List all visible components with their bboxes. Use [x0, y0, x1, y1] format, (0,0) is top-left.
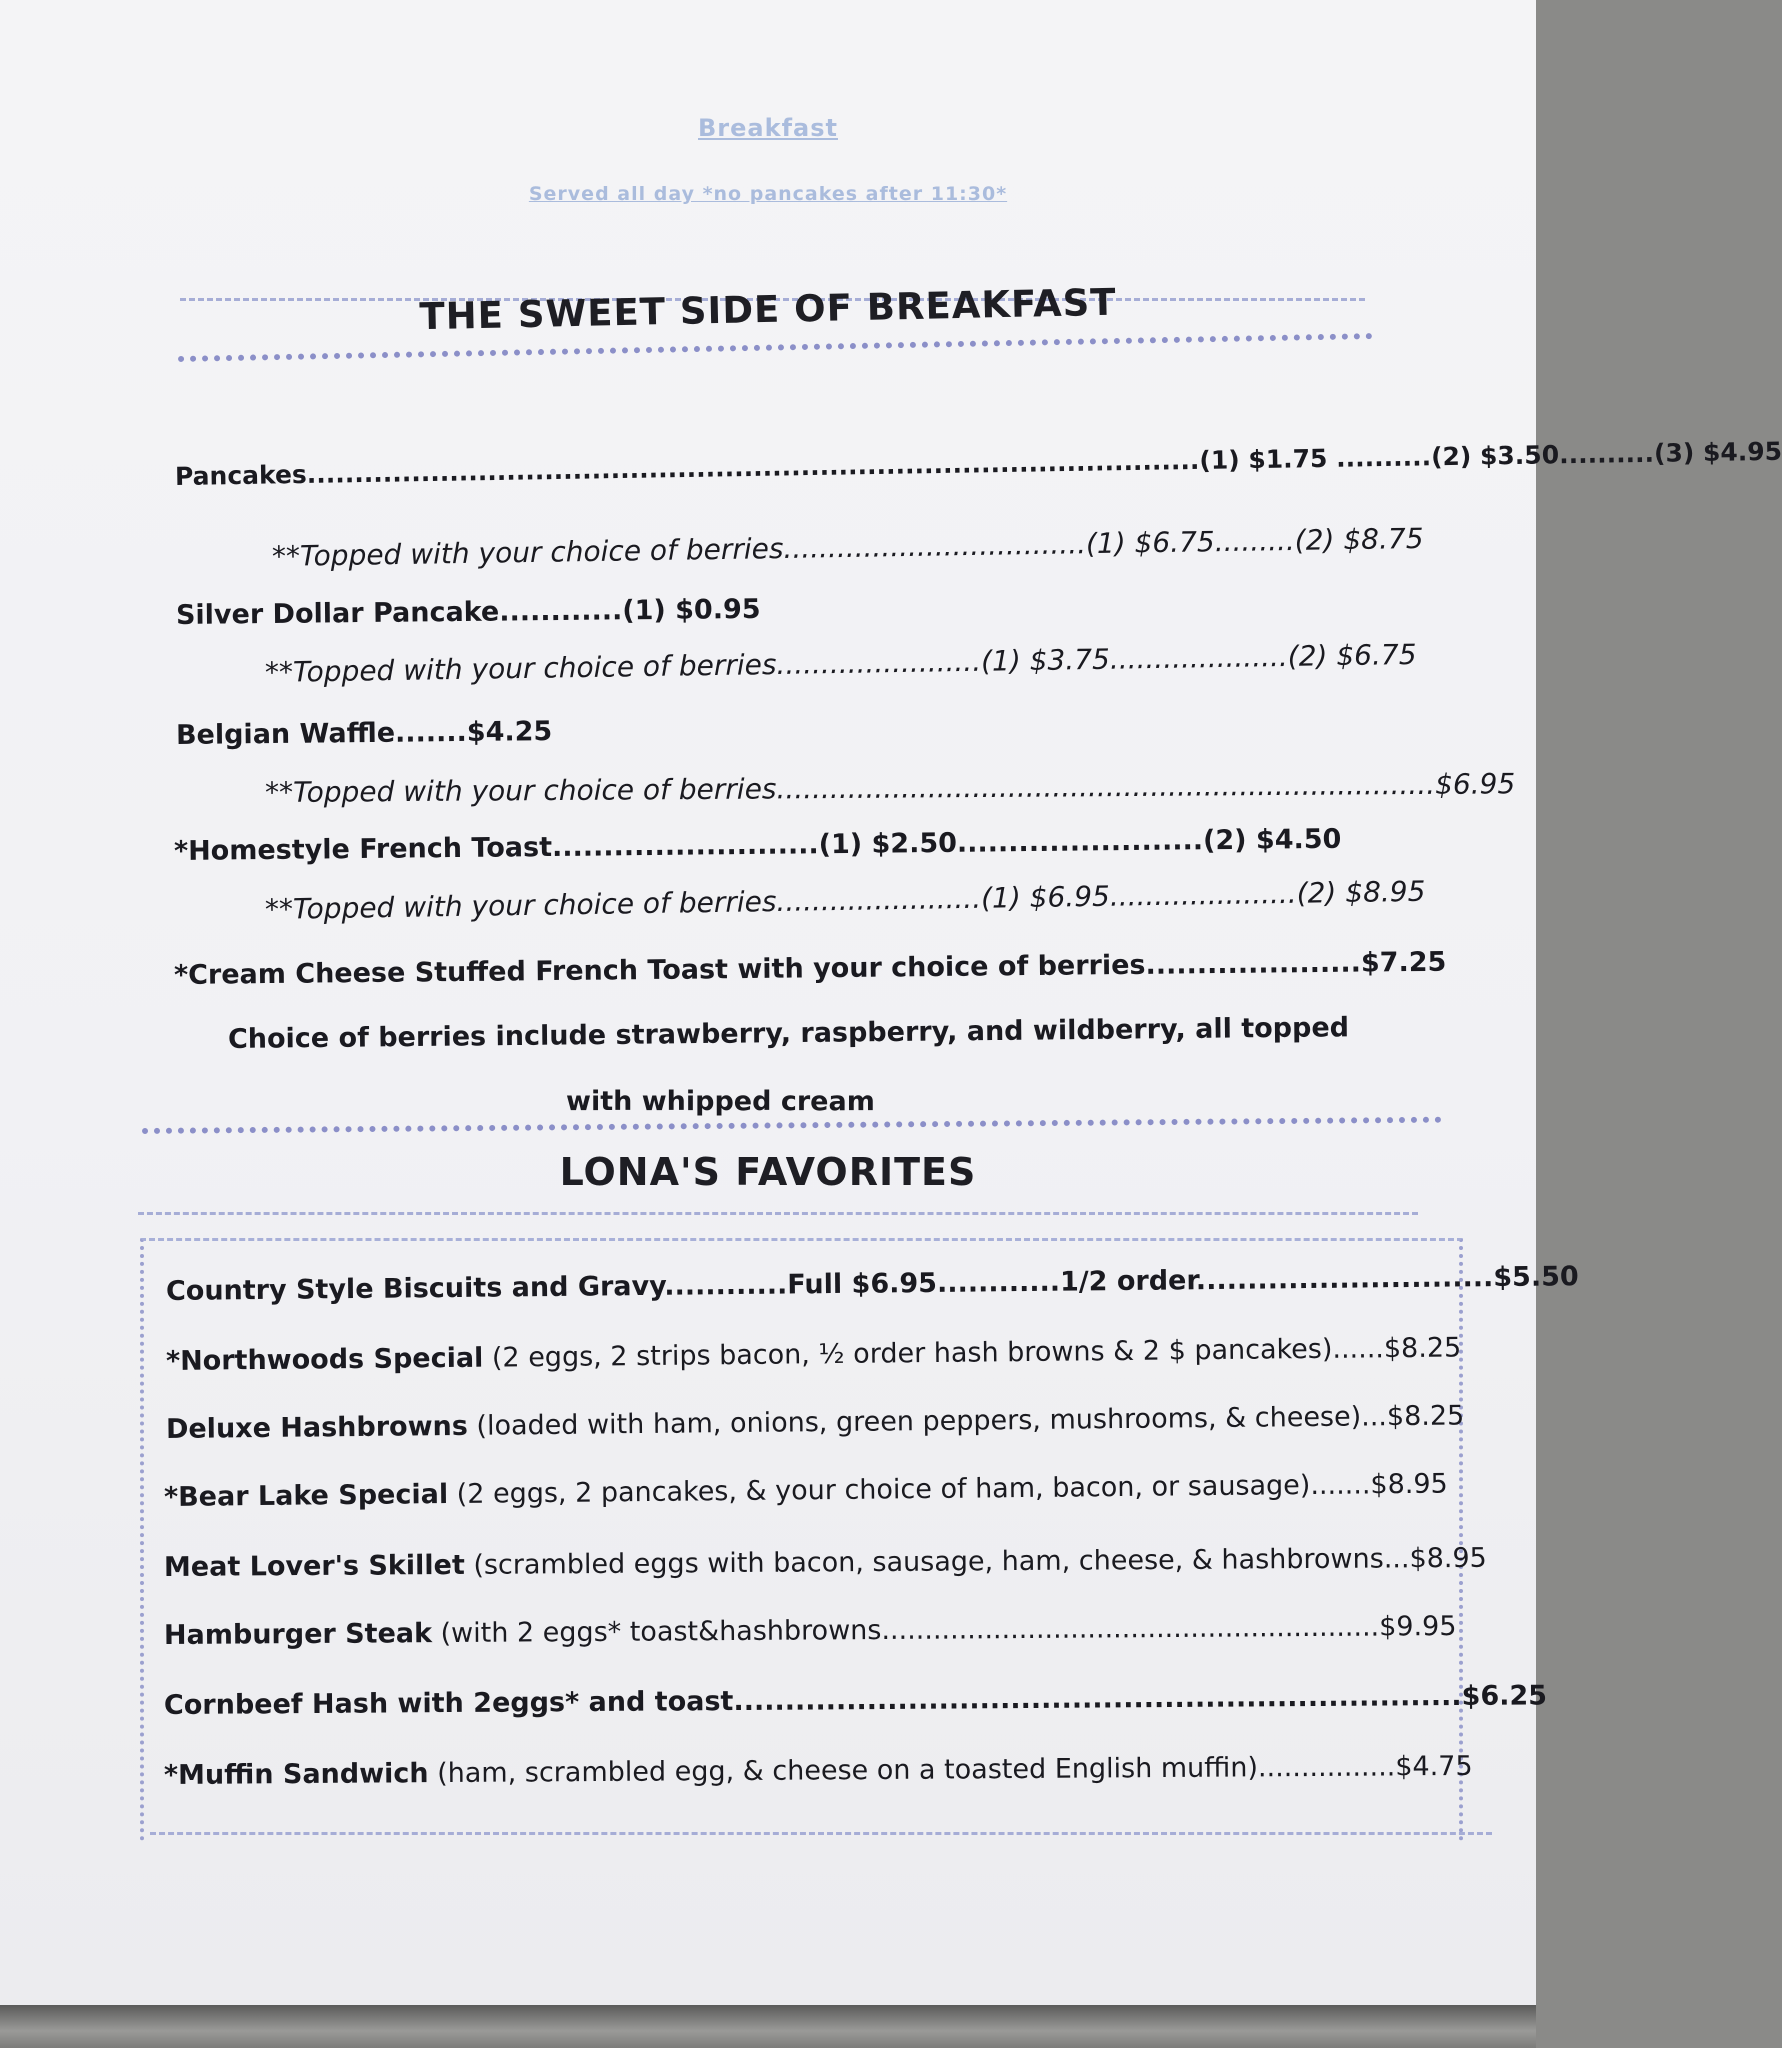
- menu-line-pancakes: Pancakes..............................................................................................(1) $1.75 ..........(2) $3.50..........(3) $4.95: [174, 436, 1782, 491]
- menu-note-berries: Choice of berries include strawberry, raspberry, and wildberry, all topped: [227, 1012, 1350, 1055]
- favorite-desc: (with 2 eggs* toast&hashbrowns..........................................................$9.95: [431, 1610, 1457, 1650]
- menu-line-silver-dollar-berries: **Topped with your choice of berries.......................(1) $3.75....................(2) $6.75: [264, 637, 1417, 689]
- favorite-desc: (scrambled eggs with bacon, sausage, ham, cheese, & hashbrowns...$8.95: [464, 1542, 1487, 1581]
- menu-line-silver-dollar: Silver Dollar Pancake............(1) $0.95: [175, 593, 761, 631]
- menu-line-waffle-berries: **Topped with your choice of berries..........................................................................$6.95: [264, 767, 1516, 809]
- favorite-name: Hamburger Steak: [163, 1618, 433, 1651]
- menu-line-homestyle-french-toast: *Homestyle French Toast..........................(1) $2.50........................(2) $4.50: [173, 823, 1342, 867]
- section-title-lonas-favorites: LONA'S FAVORITES: [559, 1150, 977, 1194]
- favorite-desc: (loaded with ham, onions, green peppers, mushrooms, & cheese)...$8.25: [467, 1400, 1465, 1442]
- favorite-desc: (2 eggs, 2 pancakes, & your choice of ham, bacon, or sausage).......$8.95: [447, 1468, 1448, 1511]
- favorite-name: Meat Lover's Skillet: [163, 1549, 465, 1583]
- favorite-desc: (2 eggs, 2 strips bacon, ½ order hash browns & 2 $ pancakes)......$8.25: [483, 1332, 1462, 1374]
- divider-bottom-lona: [150, 1832, 1492, 1835]
- favorite-name: Cornbeef Hash with 2eggs* and toast.......................................................................$6.25: [163, 1680, 1548, 1721]
- favorites-box: [140, 1238, 1463, 1841]
- counter-surface: [0, 2005, 1536, 2048]
- menu-note-whipped-cream: with whipped cream: [566, 1086, 875, 1117]
- favorite-name: *Muffin Sandwich: [163, 1758, 429, 1791]
- divider-under-lona: [138, 1212, 1418, 1215]
- menu-line-belgian-waffle: Belgian Waffle.......$4.25: [175, 716, 553, 751]
- favorite-name: Country Style Biscuits and Gravy............Full $6.95............1/2 order.............................$5.50: [165, 1261, 1579, 1307]
- divider-top-lona: [142, 1117, 1442, 1134]
- favorite-desc: (ham, scrambled egg, & cheese on a toasted English muffin)................$4.75: [428, 1750, 1473, 1790]
- menu-line-french-toast-berries: **Topped with your choice of berries.......................(1) $6.95.....................(2) $8.95: [264, 874, 1426, 926]
- menu-line-pancakes-berries: **Topped with your choice of berries..................................(1) $6.75.........(2) $8.75: [271, 521, 1424, 573]
- favorite-name: *Bear Lake Special: [163, 1479, 449, 1513]
- favorite-name: *Northwoods Special: [165, 1342, 484, 1377]
- favorite-name: Deluxe Hashbrowns: [165, 1410, 469, 1445]
- faint-breakfast-subtitle: Served all day *no pancakes after 11:30*: [528, 183, 1008, 205]
- menu-line-cream-cheese-french-toast: *Cream Cheese Stuffed French Toast with your choice of berries.....................$7.25: [173, 946, 1447, 991]
- faint-breakfast-title: Breakfast: [698, 114, 838, 142]
- section-title-sweet-side: THE SWEET SIDE OF BREAKFAST: [419, 280, 1117, 339]
